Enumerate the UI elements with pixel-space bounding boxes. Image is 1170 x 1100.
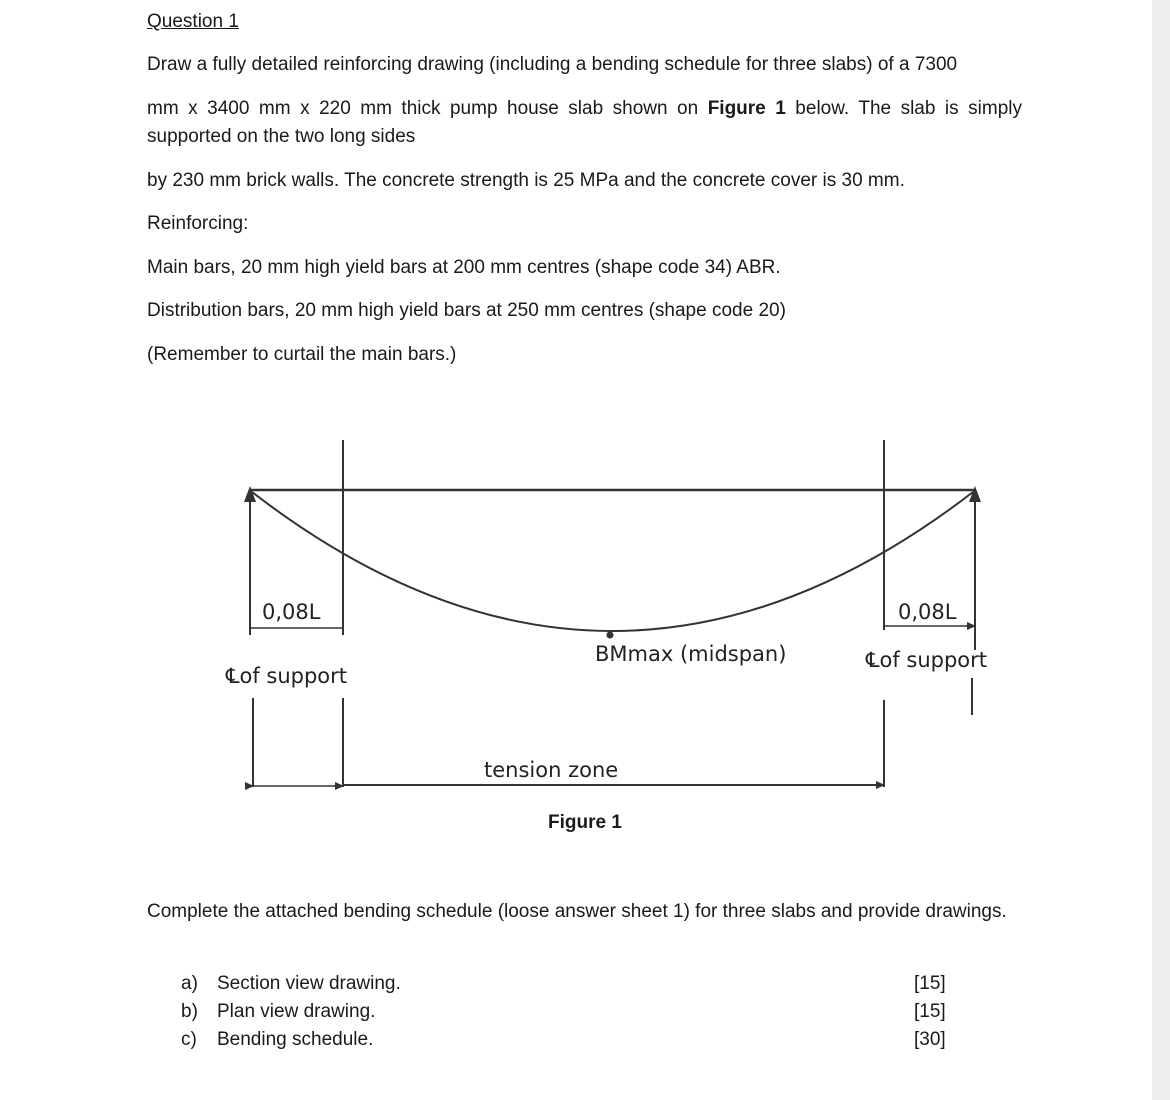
bending-moment-diagram bbox=[0, 430, 1152, 810]
main-bars-text: Main bars, 20 mm high yield bars at 200 mm centres (shape code 34) ABR. bbox=[147, 257, 781, 278]
question-heading: Question 1 bbox=[147, 11, 239, 32]
midspan-point bbox=[607, 632, 614, 639]
question-b-letter: b) bbox=[181, 1001, 198, 1022]
question-c-marks: [30] bbox=[914, 1029, 946, 1050]
tension-zone-label: tension zone bbox=[484, 758, 619, 782]
question-c-letter: c) bbox=[181, 1029, 197, 1050]
paragraph-line-3: supported on the two long sides bbox=[147, 126, 416, 147]
figure-reference: Figure 1 bbox=[707, 98, 786, 119]
left-support-label: ℄of support bbox=[226, 664, 348, 688]
moment-curve bbox=[252, 492, 973, 631]
left-dimension-label: 0,08L bbox=[262, 600, 321, 624]
question-a-letter: a) bbox=[181, 973, 198, 994]
complete-instructions: Complete the attached bending schedule (loose answer sheet 1) for three slabs and provide drawings. bbox=[147, 901, 1007, 922]
page-scroll-area[interactable] bbox=[1152, 0, 1170, 1100]
question-b-marks: [15] bbox=[914, 1001, 946, 1022]
question-b-text: Plan view drawing. bbox=[217, 1001, 376, 1022]
paragraph-line-2: mm x 3400 mm x 220 mm thick pump house slab shown on Figure 1 below. The slab is simply bbox=[147, 98, 1022, 119]
question-a-marks: [15] bbox=[914, 973, 946, 994]
figure-1 bbox=[0, 430, 1152, 810]
reinforcing-label: Reinforcing: bbox=[147, 213, 249, 234]
right-support-label: ℄of support bbox=[866, 648, 988, 672]
question-c-text: Bending schedule. bbox=[217, 1029, 374, 1050]
paragraph-line-1: Draw a fully detailed reinforcing drawing (including a bending schedule for three slabs) of a 7300 bbox=[147, 54, 958, 75]
question-a-text: Section view drawing. bbox=[217, 973, 401, 994]
bm-max-label: BMmax (midspan) bbox=[595, 642, 787, 666]
distribution-bars-text: Distribution bars, 20 mm high yield bars at 250 mm centres (shape code 20) bbox=[147, 300, 786, 321]
paragraph-line-4: by 230 mm brick walls. The concrete strength is 25 MPa and the concrete cover is 30 mm. bbox=[147, 170, 905, 191]
right-dimension-label: 0,08L bbox=[898, 600, 957, 624]
figure-caption: Figure 1 bbox=[548, 812, 622, 833]
curtail-reminder: (Remember to curtail the main bars.) bbox=[147, 344, 457, 365]
